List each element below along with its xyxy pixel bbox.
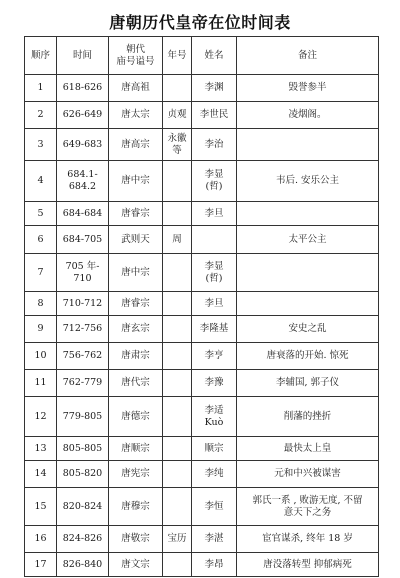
cell-time bbox=[57, 437, 109, 461]
cell-temple bbox=[109, 292, 163, 316]
cell-time bbox=[57, 292, 109, 316]
table-row bbox=[25, 102, 379, 129]
cell-time bbox=[57, 102, 109, 129]
cell-time-line1: 684-705 bbox=[62, 233, 103, 245]
cell-note bbox=[237, 488, 379, 526]
cell-note-line1: 凌烟阁。 bbox=[288, 109, 327, 120]
cell-note bbox=[237, 370, 379, 397]
table-row bbox=[25, 129, 379, 161]
cell-time-line1: 805-820 bbox=[62, 468, 103, 479]
header-temple-line1: 朝代 bbox=[125, 43, 145, 55]
cell-seq-line1: 7 bbox=[37, 266, 44, 278]
cell-temple bbox=[109, 129, 163, 161]
cell-temple bbox=[109, 75, 163, 102]
cell-time-line2: 710 bbox=[73, 272, 92, 284]
cell-time bbox=[57, 370, 109, 397]
cell-name-line1: 李显 bbox=[204, 260, 224, 272]
cell-note-line1: 削藩的挫折 bbox=[283, 410, 332, 422]
cell-era bbox=[163, 102, 192, 129]
cell-name-line2: Kuò bbox=[204, 416, 224, 428]
cell-name-line2: (哲) bbox=[205, 272, 223, 284]
cell-temple-line1: 唐玄宗 bbox=[121, 323, 150, 334]
cell-era bbox=[163, 292, 192, 316]
cell-seq bbox=[25, 397, 57, 437]
cell-temple-line1: 唐文宗 bbox=[121, 558, 150, 570]
cell-temple bbox=[109, 161, 163, 202]
table-row bbox=[25, 226, 379, 254]
cell-note-line1: 太平公主 bbox=[288, 233, 327, 245]
cell-temple bbox=[109, 553, 163, 577]
cell-era-line1: 永徽 bbox=[167, 132, 187, 144]
header-temple bbox=[109, 37, 163, 75]
cell-era bbox=[163, 397, 192, 437]
cell-note-line1: 毁誉参半 bbox=[288, 82, 327, 93]
cell-seq bbox=[25, 316, 57, 343]
cell-time bbox=[57, 461, 109, 488]
table-header-row bbox=[25, 37, 379, 75]
cell-name bbox=[192, 461, 237, 488]
cell-name bbox=[192, 254, 237, 292]
header-time: 时间 bbox=[57, 37, 109, 75]
cell-time bbox=[57, 129, 109, 161]
cell-era bbox=[163, 161, 192, 202]
cell-time-line1: 710-712 bbox=[62, 297, 103, 309]
cell-era bbox=[163, 553, 192, 577]
cell-time-line1: 762-779 bbox=[62, 377, 103, 388]
cell-note bbox=[237, 161, 379, 202]
table-row bbox=[25, 292, 379, 316]
cell-name-line1: 李隆基 bbox=[199, 323, 229, 334]
cell-era bbox=[163, 202, 192, 226]
cell-era bbox=[163, 488, 192, 526]
cell-seq-line1: 9 bbox=[37, 323, 44, 334]
cell-time bbox=[57, 488, 109, 526]
table-row bbox=[25, 316, 379, 343]
cell-temple bbox=[109, 370, 163, 397]
cell-seq-line1: 2 bbox=[37, 109, 44, 120]
header-seq: 顺序 bbox=[25, 37, 57, 75]
cell-seq bbox=[25, 161, 57, 202]
cell-seq bbox=[25, 292, 57, 316]
cell-note bbox=[237, 202, 379, 226]
cell-name bbox=[192, 161, 237, 202]
page-title: 唐朝历代皇帝在位时间表 bbox=[109, 13, 291, 32]
cell-temple-line1: 唐中宗 bbox=[121, 266, 150, 278]
table-row bbox=[25, 526, 379, 553]
cell-note-line1: 郭氏一系 , 败游无度, 不留 bbox=[252, 494, 363, 506]
cell-note-line1: 安史之乱 bbox=[288, 323, 327, 334]
cell-temple-line1: 唐敬宗 bbox=[121, 533, 150, 544]
table-row bbox=[25, 461, 379, 488]
cell-seq-line1: 12 bbox=[34, 410, 47, 422]
cell-note-line2: 意天下之务 bbox=[283, 506, 332, 518]
cell-seq-line1: 3 bbox=[37, 138, 44, 150]
cell-seq bbox=[25, 343, 57, 370]
cell-name-line1: 李亨 bbox=[204, 350, 224, 361]
cell-seq bbox=[25, 202, 57, 226]
cell-seq-line1: 4 bbox=[37, 175, 44, 186]
cell-name bbox=[192, 397, 237, 437]
cell-time bbox=[57, 254, 109, 292]
cell-note bbox=[237, 437, 379, 461]
cell-seq bbox=[25, 102, 57, 129]
cell-name-line1: 李适 bbox=[204, 404, 224, 416]
cell-time-line1: 649-683 bbox=[62, 138, 103, 150]
cell-note-line1: 唐没落转型 抑郁病死 bbox=[263, 558, 352, 570]
cell-name bbox=[192, 437, 237, 461]
cell-seq bbox=[25, 129, 57, 161]
cell-time bbox=[57, 316, 109, 343]
cell-note bbox=[237, 526, 379, 553]
cell-seq-line1: 16 bbox=[34, 533, 47, 544]
cell-seq-line1: 15 bbox=[34, 500, 47, 512]
cell-seq bbox=[25, 75, 57, 102]
cell-note bbox=[237, 316, 379, 343]
cell-name-line1: 李旦 bbox=[204, 207, 224, 219]
cell-era bbox=[163, 526, 192, 553]
cell-time-line1: 684-684 bbox=[62, 207, 103, 219]
cell-name bbox=[192, 316, 237, 343]
cell-note-line1: 唐衰落的开始. 惊死 bbox=[266, 350, 349, 361]
cell-seq bbox=[25, 254, 57, 292]
header-note: 备注 bbox=[237, 37, 379, 75]
cell-temple-line1: 武则天 bbox=[121, 233, 150, 245]
cell-time-line1: 626-649 bbox=[62, 109, 103, 120]
cell-seq bbox=[25, 370, 57, 397]
cell-era bbox=[163, 370, 192, 397]
cell-name-line1: 李渊 bbox=[204, 82, 224, 93]
cell-temple bbox=[109, 254, 163, 292]
cell-seq-line1: 1 bbox=[37, 82, 44, 93]
cell-name-line1: 李昂 bbox=[204, 558, 224, 570]
cell-seq-line1: 13 bbox=[34, 442, 47, 454]
cell-era bbox=[163, 129, 192, 161]
cell-seq-line1: 14 bbox=[34, 468, 47, 479]
cell-temple bbox=[109, 461, 163, 488]
cell-seq-line1: 5 bbox=[37, 207, 44, 219]
cell-seq bbox=[25, 488, 57, 526]
cell-note-line1: 韦后. 安乐公主 bbox=[275, 175, 340, 186]
cell-time-line1: 618-626 bbox=[62, 82, 103, 93]
cell-temple-line1: 唐德宗 bbox=[121, 410, 150, 422]
table-row bbox=[25, 343, 379, 370]
cell-name bbox=[192, 102, 237, 129]
cell-time bbox=[57, 553, 109, 577]
cell-name-line1: 李湛 bbox=[204, 533, 224, 544]
cell-name bbox=[192, 226, 237, 254]
cell-era-line2: 等 bbox=[172, 144, 182, 156]
cell-name-line1: 李旦 bbox=[204, 297, 224, 309]
cell-name bbox=[192, 488, 237, 526]
cell-time bbox=[57, 226, 109, 254]
cell-seq-line1: 8 bbox=[37, 297, 44, 309]
cell-name-line1: 李显 bbox=[204, 169, 224, 180]
cell-temple bbox=[109, 488, 163, 526]
cell-temple bbox=[109, 437, 163, 461]
cell-time-line2: 684.2 bbox=[68, 181, 97, 192]
cell-name bbox=[192, 370, 237, 397]
cell-note bbox=[237, 129, 379, 161]
cell-time-line1: 705 年- bbox=[65, 260, 100, 272]
cell-time bbox=[57, 161, 109, 202]
cell-seq-line1: 10 bbox=[34, 350, 47, 361]
table-row bbox=[25, 75, 379, 102]
cell-seq bbox=[25, 553, 57, 577]
cell-name bbox=[192, 553, 237, 577]
cell-name-line1: 李豫 bbox=[204, 377, 224, 388]
cell-temple-line1: 唐太宗 bbox=[121, 109, 150, 120]
cell-note bbox=[237, 226, 379, 254]
cell-note-line1: 宦官谋杀, 终年 18 岁 bbox=[262, 533, 353, 544]
cell-temple-line1: 唐宪宗 bbox=[121, 468, 150, 479]
cell-name-line2: (哲) bbox=[205, 181, 223, 192]
cell-temple bbox=[109, 343, 163, 370]
emperor-table bbox=[24, 36, 379, 577]
cell-note bbox=[237, 397, 379, 437]
cell-temple bbox=[109, 226, 163, 254]
cell-note bbox=[237, 292, 379, 316]
cell-time bbox=[57, 202, 109, 226]
cell-temple bbox=[109, 397, 163, 437]
cell-era bbox=[163, 437, 192, 461]
cell-note bbox=[237, 553, 379, 577]
cell-name bbox=[192, 202, 237, 226]
cell-seq bbox=[25, 526, 57, 553]
cell-note bbox=[237, 343, 379, 370]
header-temple-line2: 庙号谥号 bbox=[116, 55, 155, 67]
cell-seq-line1: 11 bbox=[34, 377, 47, 388]
cell-seq-line1: 6 bbox=[37, 233, 44, 245]
cell-time-line1: 820-824 bbox=[62, 500, 103, 512]
cell-name-line1: 李纯 bbox=[204, 468, 224, 479]
cell-temple bbox=[109, 316, 163, 343]
cell-time-line1: 805-805 bbox=[62, 442, 103, 454]
cell-era bbox=[163, 254, 192, 292]
cell-time-line1: 826-840 bbox=[62, 558, 103, 570]
cell-seq bbox=[25, 461, 57, 488]
table-row bbox=[25, 488, 379, 526]
cell-temple-line1: 唐穆宗 bbox=[121, 500, 150, 512]
cell-temple bbox=[109, 526, 163, 553]
cell-note bbox=[237, 102, 379, 129]
cell-name-line1: 李恒 bbox=[204, 500, 224, 512]
cell-temple-line1: 唐顺宗 bbox=[121, 442, 150, 454]
cell-note bbox=[237, 75, 379, 102]
cell-temple bbox=[109, 202, 163, 226]
table-row bbox=[25, 370, 379, 397]
cell-note-line1: 最快太上皇 bbox=[283, 442, 332, 454]
cell-note bbox=[237, 254, 379, 292]
cell-time-line1: 756-762 bbox=[62, 350, 103, 361]
cell-time bbox=[57, 526, 109, 553]
cell-time bbox=[57, 75, 109, 102]
header-era: 年号 bbox=[163, 37, 192, 75]
cell-seq bbox=[25, 437, 57, 461]
cell-name bbox=[192, 75, 237, 102]
cell-name bbox=[192, 343, 237, 370]
cell-temple bbox=[109, 102, 163, 129]
cell-era-line1: 周 bbox=[172, 233, 182, 245]
cell-time-line1: 824-826 bbox=[62, 533, 103, 544]
cell-era bbox=[163, 461, 192, 488]
table-row bbox=[25, 202, 379, 226]
cell-time-line1: 684.1- bbox=[67, 169, 98, 180]
cell-era bbox=[163, 316, 192, 343]
cell-note-line1: 元和中兴被谋害 bbox=[274, 468, 341, 479]
cell-temple-line1: 唐代宗 bbox=[121, 377, 150, 388]
cell-temple-line1: 唐睿宗 bbox=[121, 207, 150, 219]
cell-era-line1: 贞观 bbox=[167, 109, 187, 120]
table-row bbox=[25, 397, 379, 437]
cell-time bbox=[57, 343, 109, 370]
cell-temple-line1: 唐高宗 bbox=[121, 138, 150, 150]
table-row bbox=[25, 553, 379, 577]
cell-era bbox=[163, 226, 192, 254]
cell-name-line1: 李世民 bbox=[199, 109, 229, 120]
cell-time-line1: 712-756 bbox=[62, 323, 103, 334]
cell-note-line1: 李辅国, 郭子仪 bbox=[275, 377, 340, 388]
cell-era-line1: 宝历 bbox=[167, 533, 187, 544]
cell-name-line1: 李治 bbox=[204, 138, 224, 150]
cell-time bbox=[57, 397, 109, 437]
cell-name bbox=[192, 292, 237, 316]
cell-era bbox=[163, 75, 192, 102]
cell-temple-line1: 唐睿宗 bbox=[121, 297, 150, 309]
cell-temple-line1: 唐肃宗 bbox=[121, 350, 150, 361]
table-row bbox=[25, 254, 379, 292]
header-name: 姓名 bbox=[192, 37, 237, 75]
cell-time-line1: 779-805 bbox=[62, 410, 103, 422]
cell-seq-line1: 17 bbox=[34, 558, 47, 570]
cell-seq bbox=[25, 226, 57, 254]
table-row bbox=[25, 161, 379, 202]
table-row bbox=[25, 437, 379, 461]
cell-name bbox=[192, 526, 237, 553]
cell-name-line1: 顺宗 bbox=[204, 442, 224, 454]
cell-note bbox=[237, 461, 379, 488]
cell-name bbox=[192, 129, 237, 161]
cell-temple-line1: 唐中宗 bbox=[121, 175, 150, 186]
cell-era bbox=[163, 343, 192, 370]
cell-temple-line1: 唐高祖 bbox=[121, 82, 150, 93]
